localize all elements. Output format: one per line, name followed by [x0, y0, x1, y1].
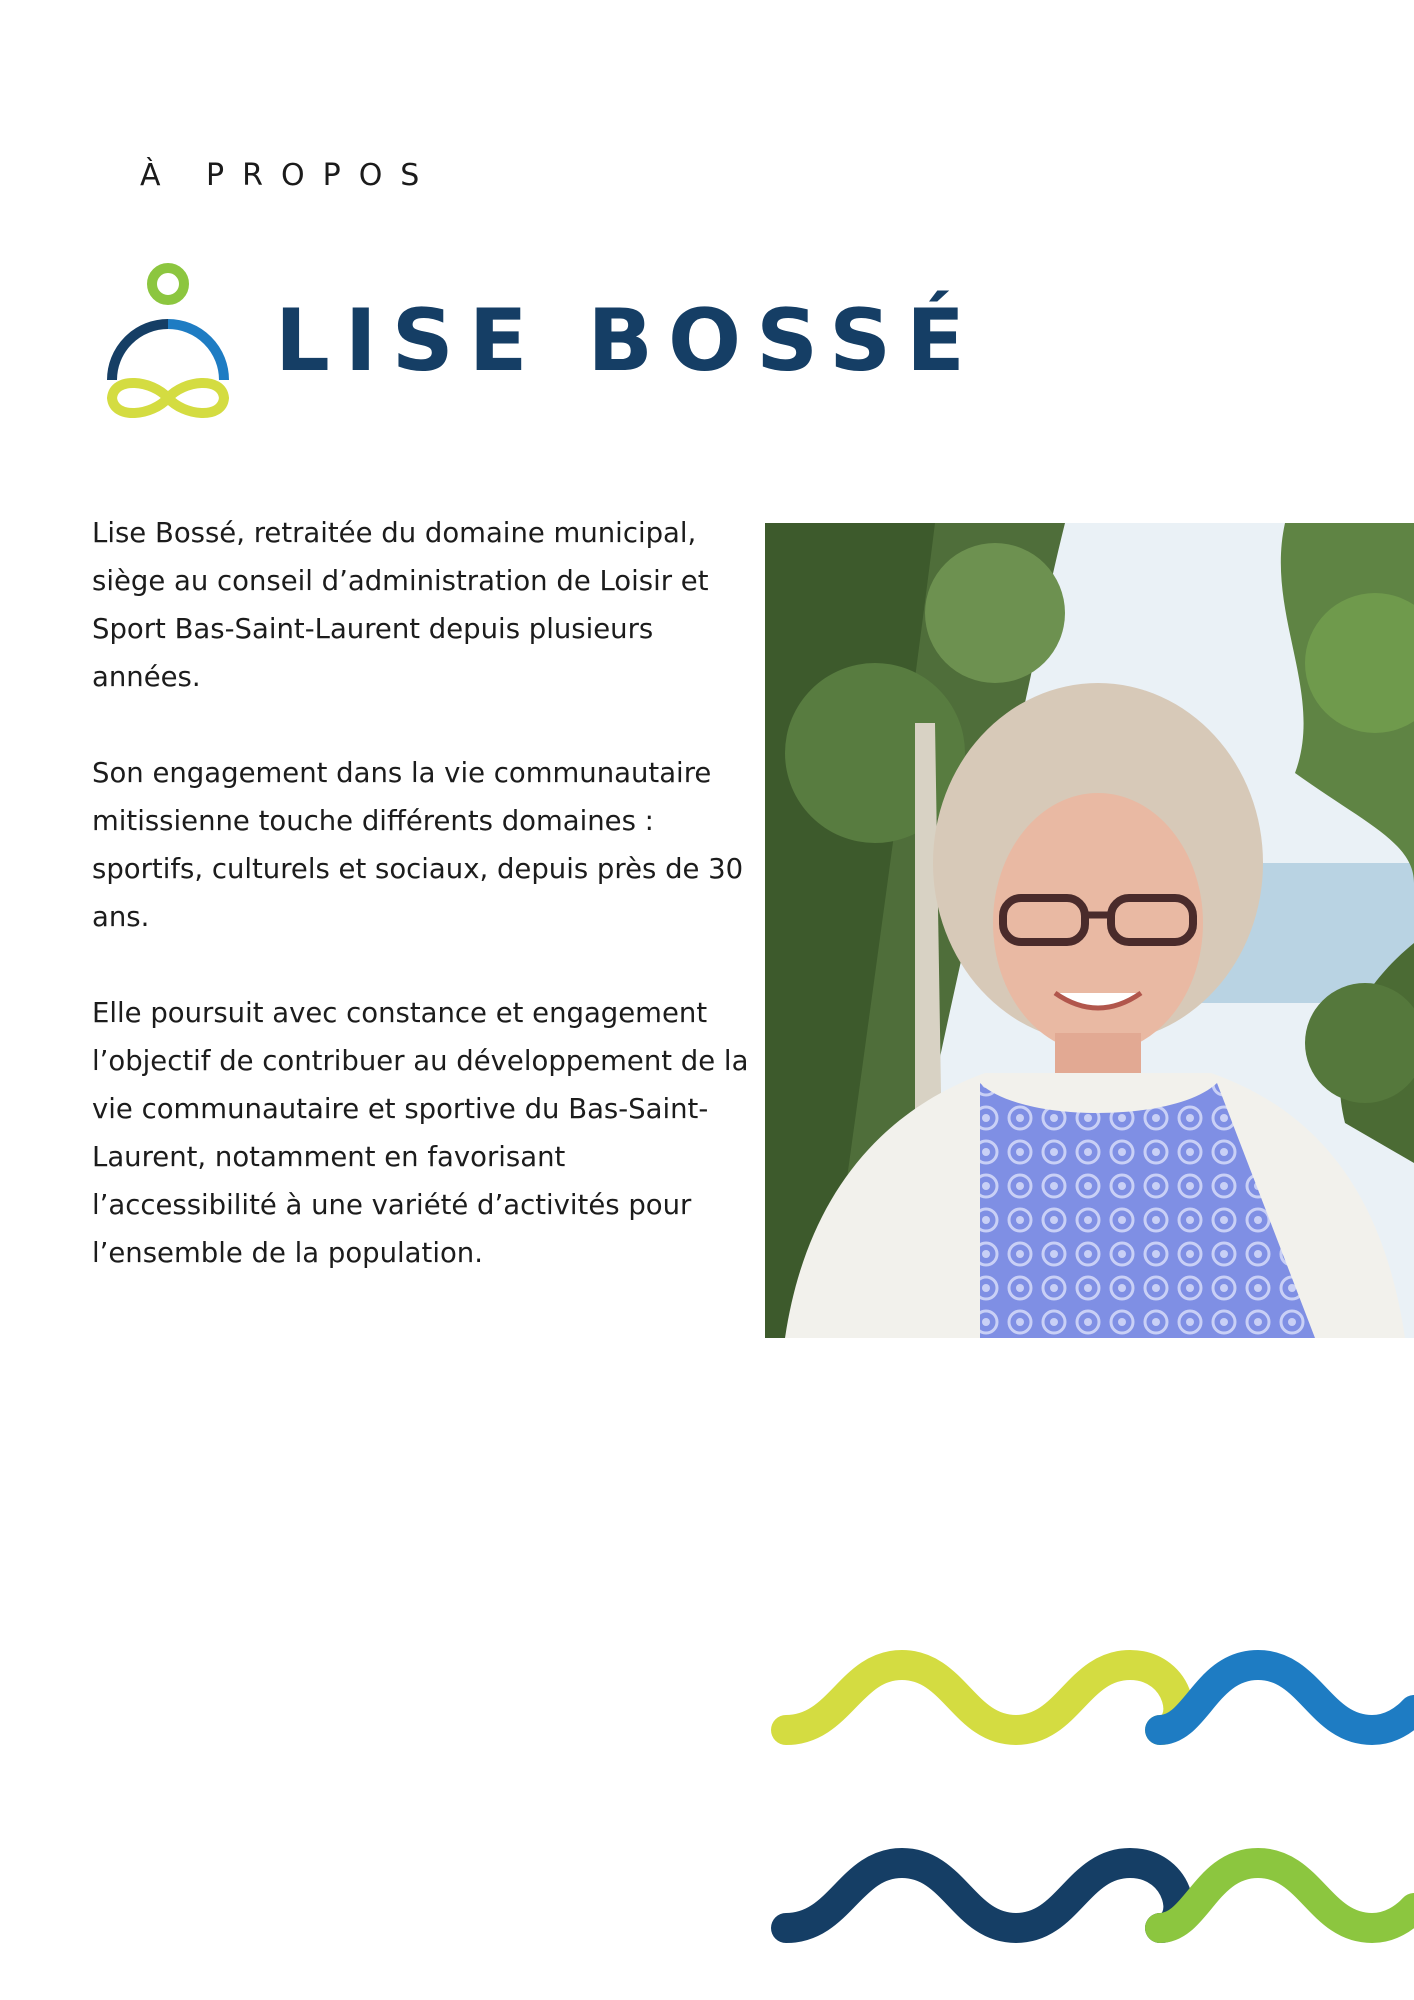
- portrait-photo: [765, 523, 1414, 1338]
- section-eyebrow: À PROPOS: [140, 158, 438, 193]
- bio-paragraph: Elle poursuit avec constance et engagement l’objectif de contribuer au développement de la vie communautaire et sportive du Bas-Saint-Laurent, notamment en favorisant l’accessibilité à une variété d’activités pour l’ensemble de la population.: [92, 997, 749, 1269]
- bio-paragraph: Lise Bossé, retraitée du domaine municipal, siège au conseil d’administration de Loisir et Sport Bas-Saint-Laurent depuis plusieurs années.: [92, 517, 709, 693]
- wave-lines-icon: [770, 1650, 1414, 1970]
- bio-text: [92, 509, 752, 1325]
- portrait-illustration: [765, 523, 1414, 1338]
- page-title: LISE BOSSÉ: [275, 291, 980, 391]
- bio-paragraph: Son engagement dans la vie communautaire mitissienne touche différents domaines : sportifs, culturels et sociaux, depuis près de 30 ans.: [92, 757, 744, 933]
- meditation-figure-icon: [100, 262, 236, 422]
